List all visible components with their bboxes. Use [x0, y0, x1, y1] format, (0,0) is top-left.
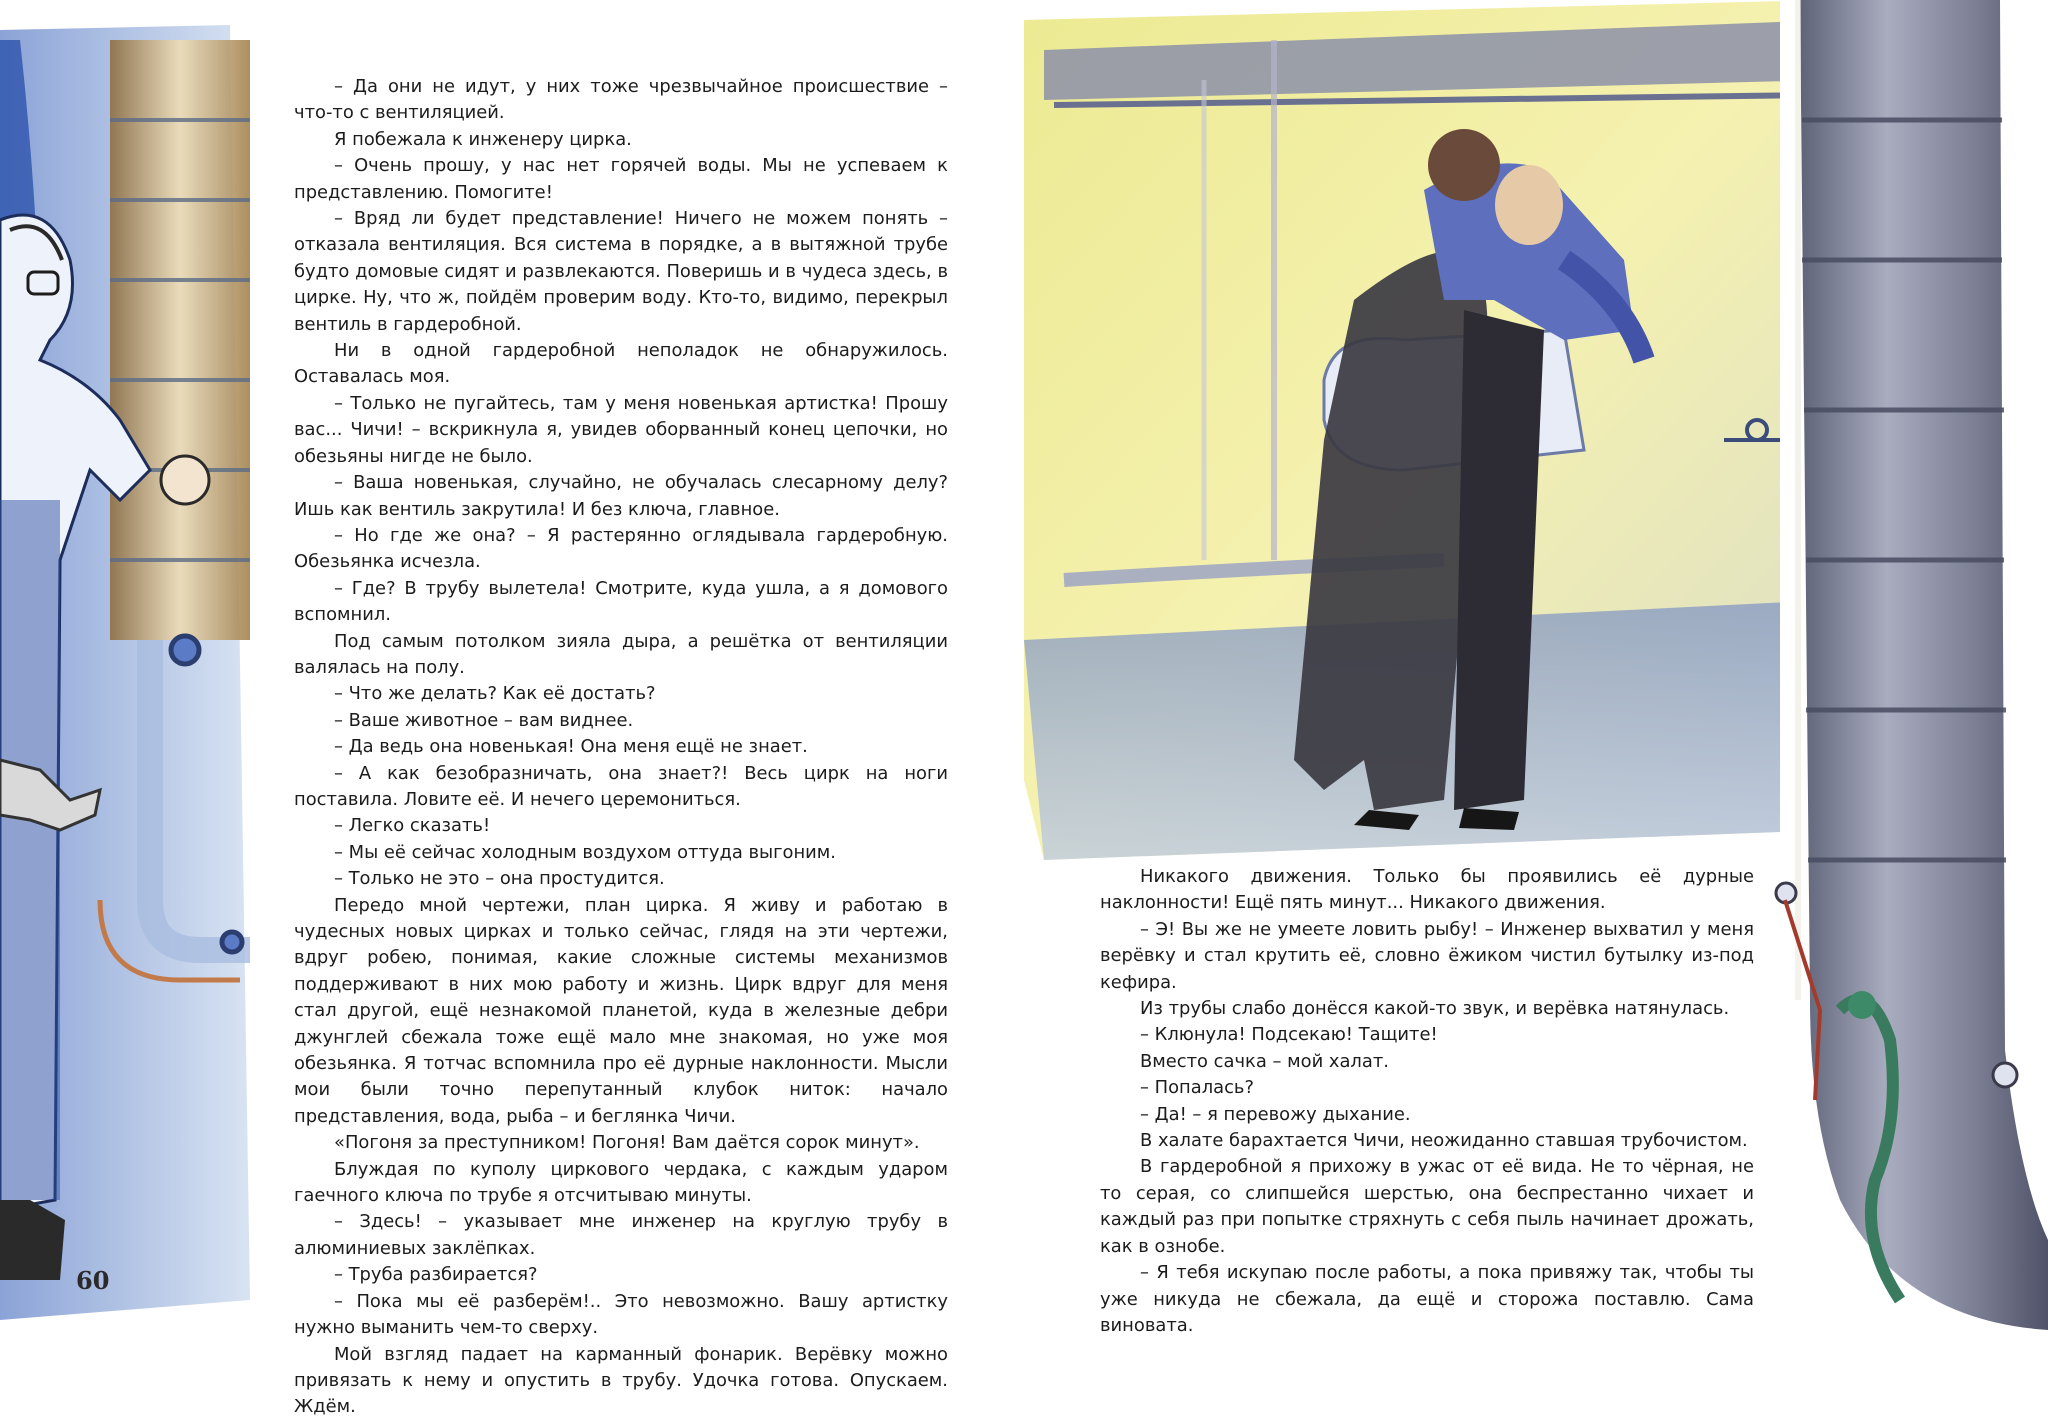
paragraph: – А как безобразничать, она знает?! Весь цирк на ноги поставила. Ловите её. И нечего церемониться. — [294, 762, 948, 810]
paragraph: – Где? В трубу вылетела! Смотрите, куда ушла, а я домового вспомнил. — [294, 577, 948, 626]
paragraph: – Ваше животное – вам виднее. — [334, 709, 634, 731]
paragraph: Блуждая по куполу циркового чердака, с каждым ударом гаечного ключа по трубе я отсчитываю минуты. — [294, 1158, 948, 1207]
paragraph: – Что же делать? Как её достать? — [334, 683, 656, 705]
paragraph: – Легко сказать! — [334, 815, 491, 837]
paragraph: Из трубы слабо донёсся какой-то звук, и верёвка натянулась. — [1140, 998, 1730, 1020]
paragraph: Ни в одной гардеробной неполадок не обнаружилось. Оставалась моя. — [294, 340, 948, 388]
paragraph: Под самым потолком зияла дыра, а решётка от вентиляции валялась на полу. — [294, 630, 948, 678]
paragraph: – Труба разбирается? — [334, 1264, 538, 1286]
right-text-column — [1100, 864, 1754, 1339]
paragraph: – Клюнула! Подсекаю! Тащите! — [1140, 1024, 1438, 1046]
paragraph: – Э! Вы же не умеете ловить рыбу! – Инженер выхватил у меня верёвку и стал крутить её, словно ёжиком чистил бутылку из-под кефира. — [1100, 918, 1754, 993]
paragraph: В гардеробной я прихожу в ужас от её вида. Не то чёрная, не то серая, со слипшейся шерстью, она беспрестанно чихает и каждый раз при попытке стряхнуть с себя пыль начинает дрожать, как в ознобе. — [1100, 1156, 1754, 1257]
paragraph: – Но где же она? – Я растерянно оглядывала гардеробную. Обезьянка исчезла. — [294, 524, 948, 573]
paragraph: – Вряд ли будет представление! Ничего не можем понять – отказала вентиляция. Вся система в порядке, а в вытяжной трубе будто домовые сидят и развлекаются. Поверишь и в чудеса здесь, в цирке. Ну, что ж, пойдём проверим воду. Кто-то, видимо, перекрыл вентиль в гардеробной. — [294, 208, 948, 335]
paragraph: Никакого движения. Только бы проявились её дурные наклонности! Ещё пять минут... Никакого движения. — [1100, 866, 1754, 914]
engineer-illustration — [0, 0, 275, 1350]
paragraph: Я побежала к инженеру цирка. — [334, 128, 632, 150]
paragraph: – Только не пугайтесь, там у меня новенькая артистка! Прошу вас... Чичи! – вскрикнула я, увидев оборванный конец цепочки, но обезьяны нигде не было. — [294, 392, 948, 467]
paragraph: – Да ведь она новенькая! Она меня ещё не знает. — [334, 736, 808, 758]
left-page — [0, 0, 1024, 1418]
paragraph: В халате барахтается Чичи, неожиданно ставшая трубочистом. — [1140, 1130, 1748, 1152]
paragraph: – Пока мы её разберём!.. Это невозможно. Вашу артистку нужно выманить чем-то сверху. — [294, 1290, 948, 1339]
fishing-scene-illustration — [1024, 0, 1830, 862]
pipe-illustration — [1780, 0, 2048, 1350]
paragraph: – Да они не идут, у них тоже чрезвычайное происшествие – что-то с вентиляцией. — [294, 76, 948, 124]
paragraph: – Я тебя искупаю после работы, а пока привяжу так, чтобы ты уже никуда не сбежала, да ещё и сторожа поставлю. Сама виновата. — [1100, 1262, 1754, 1336]
paragraph: – Здесь! – указывает мне инженер на круглую трубу в алюминиевых заклёпках. — [294, 1211, 948, 1259]
paragraph: Передо мной чертежи, план цирка. Я живу и работаю в чудесных новых цирках и только сейчас, глядя на эти чертежи, вдруг робею, понимая, какие сложные системы механизмов поддерживают в них мою работу и жизнь. Цирк вдруг для меня стал другой, ещё незнакомой планетой, куда в железные дебри джунглей сбежала тоже ещё мало мне знакомая, но уже моя обезьянка. Я тотчас вспомнила про её дурные наклонности. Мысли мои были точно перепутанный клубок ниток: начало представления, вода, рыба – и беглянка Чичи. — [294, 894, 948, 1127]
paragraph: Вместо сачка – мой халат. — [1140, 1050, 1389, 1072]
paragraph: – Да! – я перевожу дыхание. — [1140, 1103, 1411, 1125]
paragraph: – Ваша новенькая, случайно, не обучалась слесарному делу? Ишь как вентиль закрутила! И без ключа, главное. — [294, 472, 948, 520]
paragraph: «Погоня за преступником! Погоня! Вам даётся сорок минут». — [334, 1132, 920, 1154]
paragraph: – Попалась? — [1140, 1077, 1254, 1099]
paragraph: – Очень прошу, у нас нет горячей воды. Мы не успеваем к представлению. Помогите! — [294, 155, 948, 203]
page-number: 60 — [76, 1266, 110, 1295]
paragraph: – Только не это – она простудится. — [334, 868, 665, 890]
paragraph: Мой взгляд падает на карманный фонарик. Верёвку можно привязать к нему и опустить в трубу. Удочка готова. Опускаем. Ждём. — [294, 1343, 948, 1418]
left-text-column — [294, 74, 948, 1421]
paragraph: – Мы её сейчас холодным воздухом оттуда выгоним. — [334, 841, 836, 863]
